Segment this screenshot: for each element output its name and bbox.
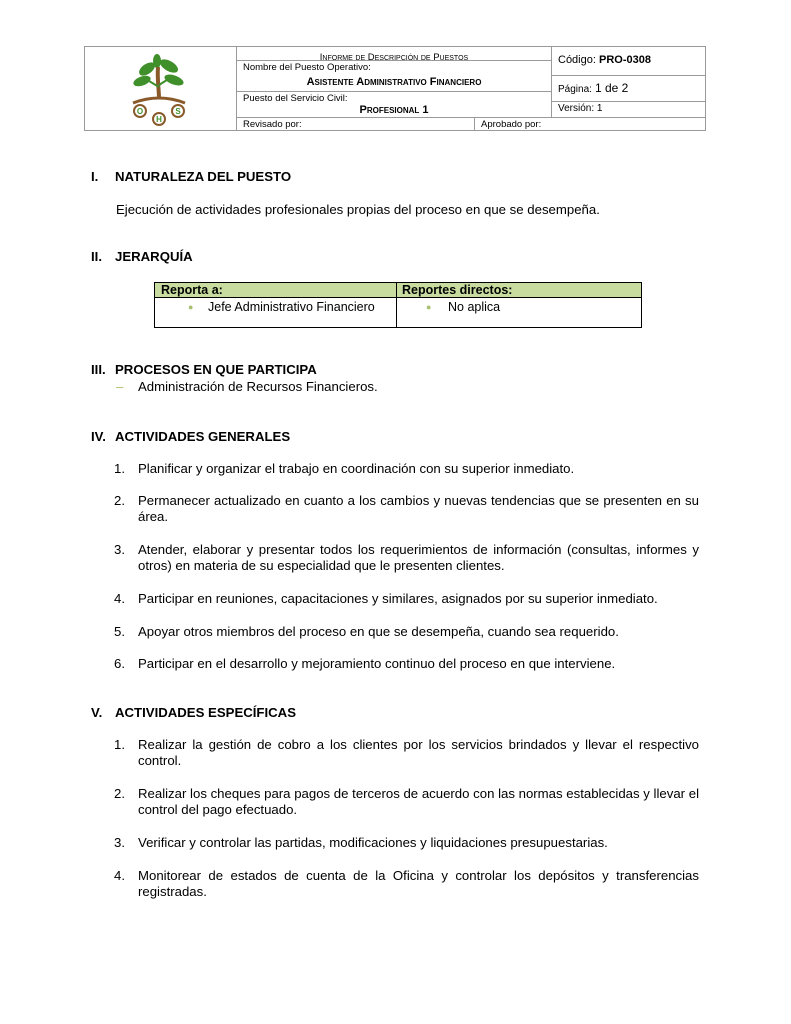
hierarchy-table — [154, 282, 642, 328]
item-text: Permanecer actualizado en cuanto a los cambios y nuevas tendencias que se presenten en su área. — [138, 493, 699, 524]
bullet-icon: ● — [188, 302, 194, 312]
list-item — [114, 737, 699, 769]
specific-activities-list — [114, 737, 699, 900]
operativo-label: Nombre del Puesto Operativo: — [243, 62, 371, 73]
list-item — [114, 493, 699, 525]
section-heading-generales — [91, 429, 290, 444]
operativo-value: Asistente Administrativo Financiero — [306, 76, 482, 88]
version-label: Versión: 1 — [558, 103, 603, 114]
codigo-cell — [552, 47, 706, 76]
civil-label: Puesto del Servicio Civil: — [243, 93, 348, 104]
logo-letter-h: H — [156, 115, 162, 124]
section-heading-jerarquia — [91, 249, 193, 264]
item-number: 2. — [114, 493, 125, 508]
logo-letter-s: S — [175, 107, 181, 116]
pagina-cell — [552, 75, 706, 102]
item-text: Verificar y controlar las partidas, modificaciones y liquidaciones presupuestarias. — [138, 835, 608, 850]
item-text: Planificar y organizar el trabajo en coordinación con su superior inmediato. — [138, 461, 575, 476]
item-number: 3. — [114, 835, 125, 850]
item-number: 1. — [114, 461, 125, 476]
revisado-label: Revisado por: — [243, 119, 302, 130]
list-item — [114, 542, 699, 574]
report-title: Informe de Descripción de Puestos — [319, 52, 469, 63]
proceso-text: Administración de Recursos Financieros. — [138, 379, 378, 394]
list-item — [114, 591, 699, 607]
reportes-directos-header: Reportes directos: — [402, 283, 513, 297]
organization-logo — [85, 47, 236, 130]
section-number: IV. — [91, 429, 106, 444]
item-text: Participar en reuniones, capacitaciones y similares, asignados por su superior inmediato. — [138, 591, 658, 606]
section-title: ACTIVIDADES GENERALES — [115, 429, 291, 444]
approval-divider — [474, 118, 475, 131]
section-title: NATURALEZA DEL PUESTO — [115, 169, 292, 184]
list-item — [114, 624, 699, 640]
codigo-value: PRO-0308 — [598, 54, 651, 66]
bullet-icon: ● — [426, 302, 432, 312]
item-text: Participar en el desarrollo y mejoramiento continuo del proceso en que interviene. — [138, 656, 616, 671]
table-divider — [396, 283, 397, 327]
section-number: V. — [91, 705, 103, 720]
section-heading-procesos — [91, 362, 317, 377]
item-number: 1. — [114, 737, 125, 752]
logo-letter-o: O — [136, 107, 144, 116]
item-text: Monitorear de estados de cuenta de la Oficina y controlar los depósitos y transferencias registradas. — [138, 868, 699, 899]
list-item — [114, 461, 699, 477]
reporta-value: Jefe Administrativo Financiero — [208, 300, 375, 314]
list-item — [114, 786, 699, 818]
document-header — [84, 46, 706, 131]
reporta-header: Reporta a: — [161, 283, 223, 297]
list-item — [114, 656, 699, 672]
section-number: II. — [91, 249, 102, 264]
item-text: Realizar los cheques para pagos de terceros de acuerdo con las normas establecidas y llevar el control del pago efectuado. — [138, 786, 699, 817]
list-item — [114, 835, 699, 851]
proceso-item — [116, 379, 378, 394]
reportes-directos-value: No aplica — [448, 300, 501, 314]
item-text: Realizar la gestión de cobro a los clientes por los servicios brindados y llevar el respectivo control. — [138, 737, 699, 768]
item-number: 5. — [114, 624, 125, 639]
hierarchy-table-header — [155, 283, 641, 298]
section-number: III. — [91, 362, 106, 377]
item-number: 6. — [114, 656, 125, 671]
version-cell — [552, 101, 706, 117]
item-number: 4. — [114, 868, 125, 883]
section-title: ACTIVIDADES ESPECÍFICAS — [115, 705, 296, 720]
codigo-label: Código: — [558, 54, 596, 66]
list-item — [114, 868, 699, 900]
aprobado-label: Aprobado por: — [481, 119, 542, 130]
pagina-value: 1 de 2 — [594, 81, 629, 95]
naturaleza-text: Ejecución de actividades profesionales propias del proceso en que se desempeña. — [116, 202, 600, 217]
civil-row — [237, 92, 551, 118]
logo-cell — [85, 47, 237, 130]
item-text: Atender, elaborar y presentar todos los requerimientos de información (consultas, informes y otros) en materia de su especialidad que le presenten clientes. — [138, 542, 699, 573]
item-text: Apoyar otros miembros del proceso en que se desempeña, cuando sea requerido. — [138, 624, 619, 639]
header-right — [551, 47, 706, 117]
section-title: PROCESOS EN QUE PARTICIPA — [115, 362, 317, 377]
section-heading-naturaleza — [91, 169, 291, 184]
section-heading-especificas — [91, 705, 296, 720]
pagina-label: Página: — [558, 84, 592, 95]
header-title-row — [237, 47, 551, 61]
operativo-row — [237, 61, 551, 92]
item-number: 4. — [114, 591, 125, 606]
item-number: 3. — [114, 542, 125, 557]
approval-row — [237, 117, 705, 131]
item-number: 2. — [114, 786, 125, 801]
section-number: I. — [91, 169, 99, 184]
civil-value: Profesional 1 — [359, 104, 429, 116]
general-activities-list — [114, 461, 699, 672]
section-title: JERARQUÍA — [115, 249, 193, 264]
dash-bullet-icon: – — [116, 379, 124, 394]
